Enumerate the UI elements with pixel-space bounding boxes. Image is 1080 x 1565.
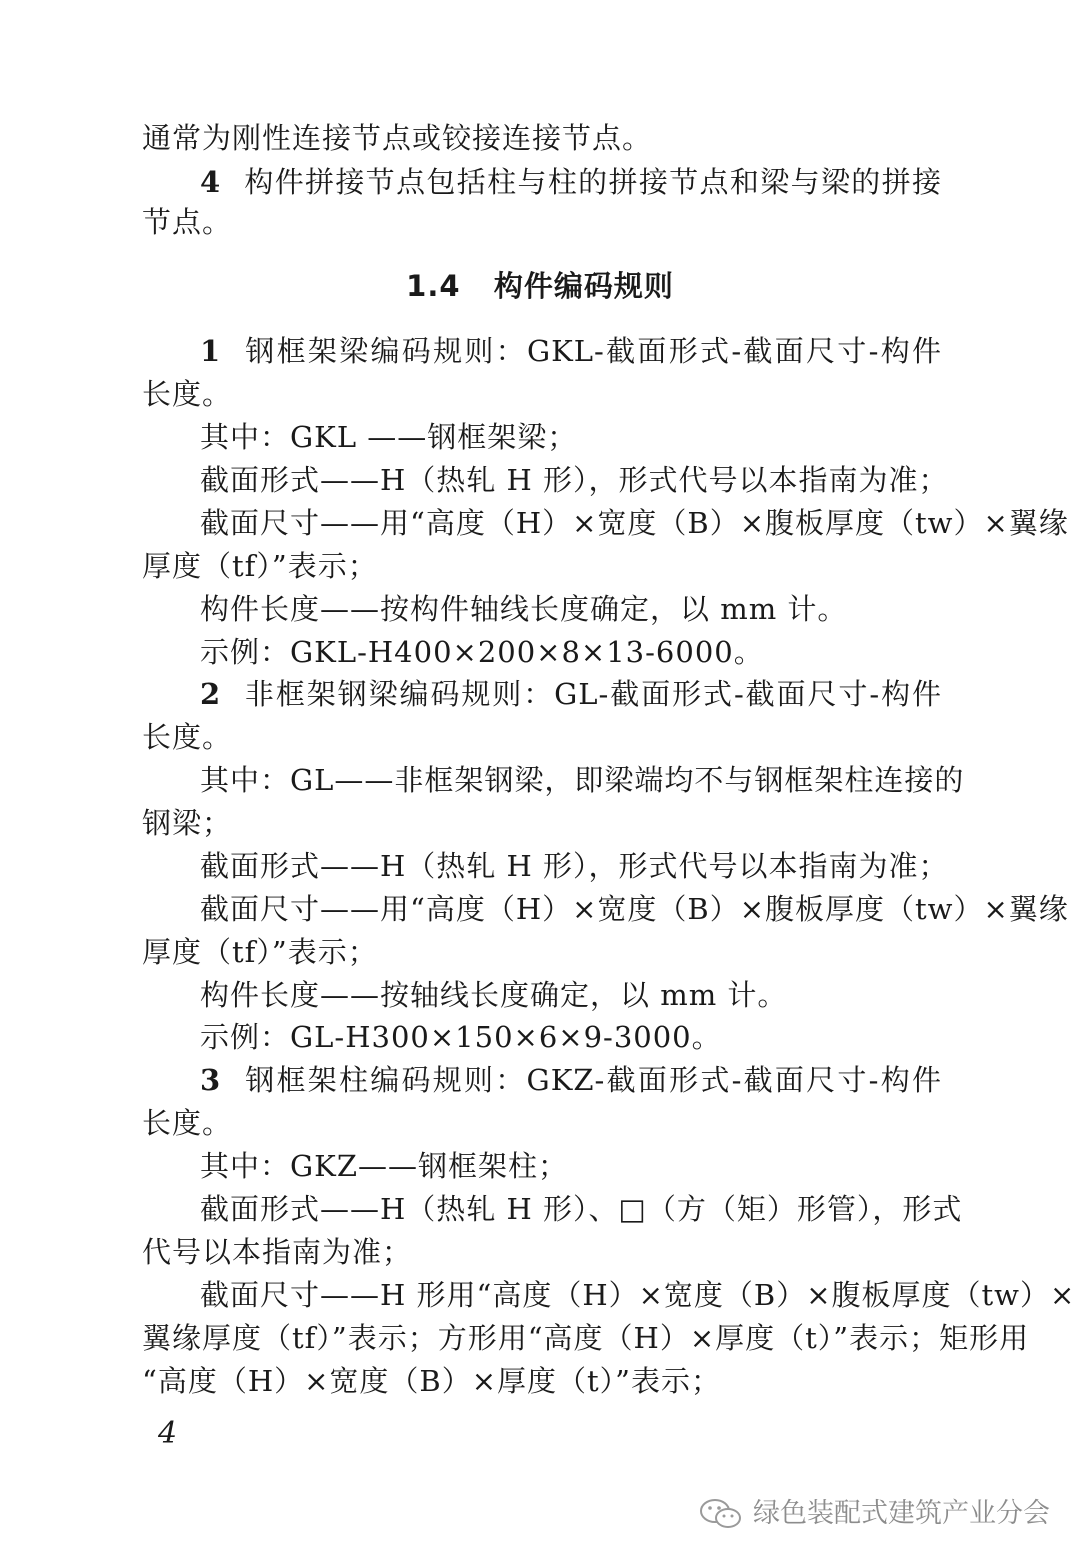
- text-line: 长度。: [142, 377, 233, 411]
- text-line: 截面形式——H（热轧 H 形），形式代号以本指南为准；: [200, 849, 949, 883]
- text-line: [200, 331, 942, 371]
- item-text: 钢框架柱编码规则：GKZ-截面形式-截面尺寸-构件: [244, 1063, 942, 1097]
- text-line: 钢梁；: [142, 806, 233, 840]
- section-heading: [0, 266, 1080, 306]
- item-number: 4: [200, 165, 222, 199]
- item-text: 构件拼接节点包括柱与柱的拼接节点和梁与梁的拼接: [244, 165, 942, 199]
- text-line: 示例：GKL-H400×200×8×13-6000。: [200, 635, 764, 669]
- text-line: 截面尺寸——用“高度（H）×宽度（B）×腹板厚度（tw）×翼缘: [200, 506, 1069, 540]
- text-line: 构件长度——按构件轴线长度确定，以 mm 计。: [200, 592, 848, 626]
- text-line: 长度。: [142, 1106, 233, 1140]
- wechat-icon: [699, 1497, 743, 1531]
- watermark-text: 绿色装配式建筑产业分会: [753, 1498, 1050, 1529]
- text-line: 通常为刚性连接节点或铰接连接节点。: [142, 121, 653, 155]
- heading-title: 构件编码规则: [493, 269, 674, 303]
- text-line: 截面形式——H（热轧 H 形）、□（方（矩）形管），形式: [200, 1192, 963, 1226]
- text-line: 长度。: [142, 720, 233, 754]
- text-line: [200, 674, 942, 714]
- item-number: 3: [200, 1063, 222, 1097]
- text-line: 厚度（tf）”表示；: [142, 935, 378, 969]
- text-line: 其中：GKL ——钢框架梁；: [200, 420, 578, 454]
- heading-number: 1.4: [406, 269, 461, 303]
- text-line: 示例：GL-H300×150×6×9-3000。: [200, 1020, 722, 1054]
- item-number: 2: [200, 677, 222, 711]
- text-line: 其中：GKZ——钢框架柱；: [200, 1149, 568, 1183]
- text-line: [200, 162, 942, 202]
- watermark: [699, 1494, 1050, 1534]
- text-line: 厚度（tf）”表示；: [142, 549, 378, 583]
- item-number: 1: [200, 334, 222, 368]
- text-line: 截面形式——H（热轧 H 形），形式代号以本指南为准；: [200, 463, 949, 497]
- text-line: 截面尺寸——用“高度（H）×宽度（B）×腹板厚度（tw）×翼缘: [200, 892, 1069, 926]
- text-line: 翼缘厚度（tf）”表示；方形用“高度（H）×厚度（t）”表示；矩形用: [142, 1321, 1030, 1355]
- text-line: 构件长度——按轴线长度确定，以 mm 计。: [200, 978, 788, 1012]
- text-line: 其中：GL——非框架钢梁，即梁端均不与钢框架柱连接的: [200, 763, 965, 797]
- text-line: 代号以本指南为准；: [142, 1235, 413, 1269]
- item-text: 钢框架梁编码规则：GKL-截面形式-截面尺寸-构件: [244, 334, 942, 368]
- page-number: 4: [158, 1416, 178, 1451]
- item-text: 非框架钢梁编码规则：GL-截面形式-截面尺寸-构件: [244, 677, 942, 711]
- text-line: “高度（H）×宽度（B）×厚度（t）”表示；: [142, 1364, 722, 1398]
- text-line: 节点。: [142, 205, 233, 239]
- text-line: [200, 1060, 942, 1100]
- text-line: 截面尺寸——H 形用“高度（H）×宽度（B）×腹板厚度（tw）×: [200, 1278, 1076, 1312]
